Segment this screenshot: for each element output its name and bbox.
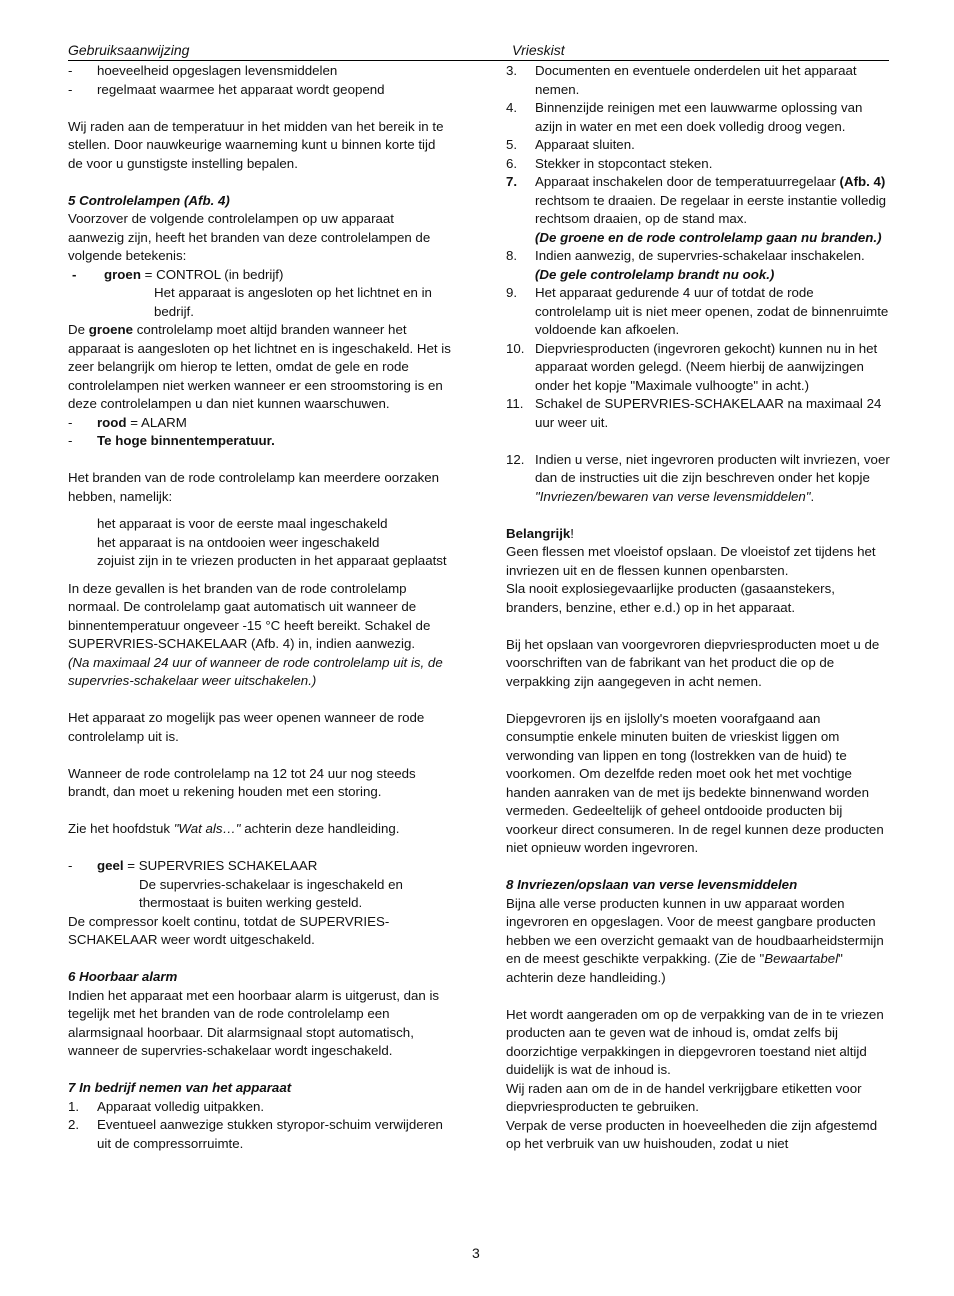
- section-heading-7: 7 In bedrijf nemen van het apparaat: [68, 1080, 292, 1095]
- cause-item: het apparaat is na ontdooien weer ingeschakeld: [97, 534, 380, 550]
- paragraph: Wanneer de rode controlelamp na 12 tot 24 uur nog steeds brandt, dan moet u rekening houden met een storing.: [68, 765, 416, 799]
- left-column: [68, 62, 453, 1153]
- header-product: Vrieskist: [512, 42, 565, 58]
- step-item: 8. Indien aanwezig, de supervries-schakelaar inschakelen. (De gele controlelamp brandt nu ook.): [506, 248, 865, 282]
- cause-item: het apparaat is voor de eerste maal ingeschakeld: [97, 516, 388, 531]
- step-item: 3. Documenten en eventuele onderdelen uit het apparaat nemen.: [506, 63, 857, 97]
- paragraph: Zie het hoofdstuk "Wat als…" achterin deze handleiding.: [68, 821, 400, 836]
- section-heading-8: 8 Invriezen/opslaan van verse levensmiddelen: [506, 877, 798, 892]
- step-item: 9. Het apparaat gedurende 4 uur of totdat de rode controlelamp uit is niet meer openen, zodat de binnenruimte voldoende kan afkoelen.: [506, 285, 889, 337]
- paragraph-note: (Na maximaal 24 uur of wanneer de rode controlelamp uit is, de supervries-schakelaar weer uitschakelen.): [68, 654, 443, 688]
- paragraph: Geen flessen met vloeistof opslaan. De vloeistof zet tijdens het invriezen uit en de flessen kunnen openbarsten.: [506, 544, 876, 578]
- paragraph: In deze gevallen is het branden van de rode controlelamp normaal. De controlelamp gaat automatisch uit wanneer de binnentemperatuur ongeveer -15 °C heeft bereikt. Schakel de SUPERVRIES-SCHAKELAAR (Afb. 4) in, indien aanwezig.: [68, 580, 431, 651]
- step-item: 2. Eventueel aanwezige stukken styropor-schuim verwijderen uit de compressorruimte.: [68, 1117, 443, 1151]
- step-item: 7. Apparaat inschakelen door de temperatuurregelaar (Afb. 4) rechtsom te draaien. De regelaar in eerste instantie volledig rechtsom draaien, op de stand max. (De groene en de rode controlelamp gaan nu branden.): [506, 174, 887, 245]
- list-item-rood-sub: - Te hoge binnentemperatuur.: [68, 433, 275, 448]
- paragraph: Wij raden aan de temperatuur in het midden van het bereik in te stellen. Door nauwkeurige waarneming kunt u binnen korte tijd de voor u gunstigste instelling bepalen.: [68, 118, 444, 171]
- step-item: 11. Schakel de SUPERVRIES-SCHAKELAAR na maximaal 24 uur weer uit.: [506, 396, 882, 430]
- paragraph: Sla nooit explosiegevaarlijke producten (gasaanstekers, branders, benzine, ether e.d.) op in het apparaat.: [506, 581, 835, 615]
- important-label: Belangrijk!: [506, 525, 574, 541]
- header-title: Gebruiksaanwijzing: [68, 42, 190, 58]
- list-item: - hoeveelheid opgeslagen levensmiddelen: [68, 63, 338, 78]
- paragraph: Voorzover de volgende controlelampen op uw apparaat aanwezig zijn, heeft het branden van deze controlelampen de volgende betekenis:: [68, 211, 431, 263]
- step-item: 6. Stekker in stopcontact steken.: [506, 155, 713, 171]
- section-heading-6: 6 Hoorbaar alarm: [68, 969, 178, 984]
- right-column: [506, 62, 890, 1154]
- paragraph: De groene controlelamp moet altijd branden wanneer het apparaat is aangesloten op het lichtnet en is ingeschakeld. Het is zeer belangrijk om hierop te letten, omdat de gele en rode controlelampen niet werken wanneer er een stroomstoring is en deze controlelampen u dan niet kunnen waarschuwen.: [68, 322, 451, 411]
- page-number: 3: [472, 1245, 480, 1261]
- paragraph: Diepgevroren ijs en ijslolly's moeten voorafgaand aan consumptie enkele minuten buiten de vrieskist liggen om verwonding van lippen en tong (lostrekken van de huid) te voorkomen. Om dezelfde reden moet ook het met vochtige handen aanraken van de met ijs bedekte binnenwand worden vermeden. Gedeeltelijk of geheel ontdooide producten bij voorkeur direct consumeren. In de regel kunnen deze producten niet opnieuw worden ingevroren.: [506, 710, 884, 855]
- step-item: 10. Diepvriesproducten (ingevroren gekocht) kunnen nu in het apparaat worden gelegd. (Neem hierbij de aanwijzingen onder het kopje "Maximale vulhoogte" in acht.): [506, 340, 878, 393]
- list-item-rood: - rood = ALARM: [68, 414, 187, 430]
- step-item: 4. Binnenzijde reinigen met een lauwwarme oplossing van azijn in water en met een doek volledig droog vegen.: [506, 100, 863, 134]
- step-item: 5. Apparaat sluiten.: [506, 137, 635, 152]
- paragraph: Indien het apparaat met een hoorbaar alarm is uitgerust, dan is tegelijk met het branden van de rode controlelamp een alarmsignaal hoorbaar. Dit alarmsignaal stopt automatisch, wanneer de supervries-schakelaar wordt ingeschakeld.: [68, 987, 440, 1058]
- step-item: 1. Apparaat volledig uitpakken.: [68, 1098, 265, 1114]
- cause-item: zojuist zijn in te vriezen producten in het apparaat geplaatst: [97, 553, 447, 568]
- page-header: [68, 40, 889, 61]
- paragraph: Het branden van de rode controlelamp kan meerdere oorzaken hebben, namelijk:: [68, 470, 440, 504]
- paragraph: De compressor koelt continu, totdat de SUPERVRIES-SCHAKELAAR weer wordt uitgeschakeld.: [68, 913, 390, 947]
- groen-description: Het apparaat is angesloten op het lichtnet en in bedrijf.: [154, 285, 432, 319]
- section-heading-5: 5 Controlelampen (Afb. 4): [68, 192, 230, 208]
- paragraph: Bijna alle verse producten kunnen in uw apparaat worden ingevroren en opgeslagen. Voor de meest gangbare producten hebben we een overzicht gemaakt van de houdbaarheidstermijn en de meest geschikte verpakking. (Zie de "Bewaartabel" achterin deze handleiding.): [506, 895, 884, 985]
- list-item-groen: - groen = CONTROL (in bedrijf): [72, 266, 284, 282]
- paragraph: Wij raden aan om de in de handel verkrijgbare etiketten voor diepvriesproducten te gebruiken.: [506, 1080, 862, 1114]
- geel-description: De supervries-schakelaar is ingeschakeld en thermostaat is buiten werking gesteld.: [139, 876, 403, 910]
- list-item-geel: - geel = SUPERVRIES SCHAKELAAR: [68, 858, 318, 873]
- step-item: 12. Indien u verse, niet ingevroren producten wilt invriezen, voer dan de instructies uit die zijn beschreven onder het kopje "Invriezen/bewaren van verse levensmiddelen".: [506, 451, 890, 504]
- paragraph: Het apparaat zo mogelijk pas weer openen wanneer de rode controlelamp uit is.: [68, 710, 425, 744]
- paragraph: Bij het opslaan van voorgevroren diepvriesproducten moet u de voorschriften van de fabrikant van het product die op de verpakking zijn aangegeven in acht nemen.: [506, 636, 880, 689]
- list-item: - regelmaat waarmee het apparaat wordt geopend: [68, 81, 385, 97]
- paragraph: Verpak de verse producten in hoeveelheden die zijn afgestemd op het verbruik van uw huishouden, zodat u niet: [506, 1117, 878, 1151]
- paragraph: Het wordt aangeraden om op de verpakking van de in te vriezen producten aan te geven wat de inhoud is, omdat zelfs bij doorzichtige verpakkingen in diepgevroren toestand niet altijd duidelijk is wat de inhoud is.: [506, 1006, 884, 1077]
